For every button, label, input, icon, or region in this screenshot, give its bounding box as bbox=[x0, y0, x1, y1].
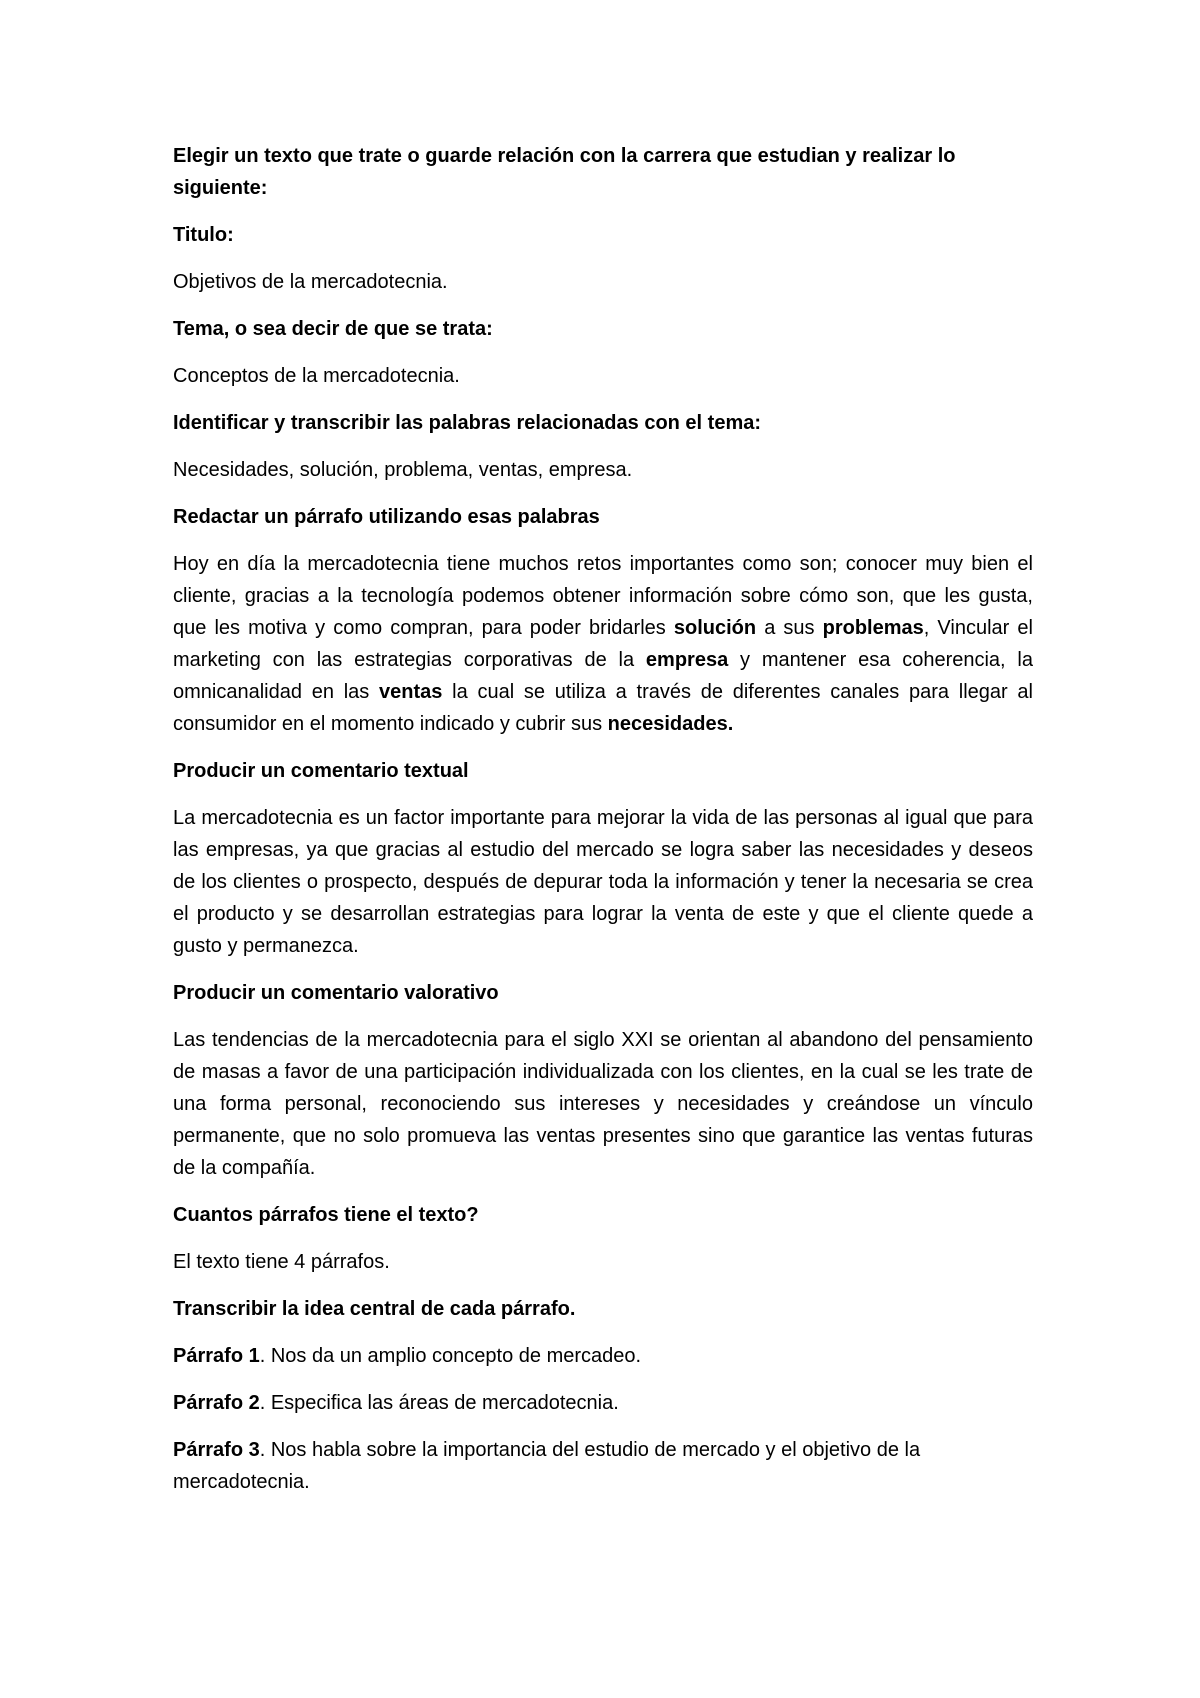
titulo-value: Objetivos de la mercadotecnia. bbox=[173, 271, 448, 293]
parrafo-2-item bbox=[173, 1387, 1033, 1419]
tema-value: Conceptos de la mercadotecnia. bbox=[173, 365, 460, 387]
parrafo-1-label: Párrafo 1 bbox=[173, 1345, 260, 1367]
comentario-valorativo-label: Producir un comentario valorativo bbox=[173, 982, 499, 1004]
comentario-textual-label: Producir un comentario textual bbox=[173, 760, 469, 782]
redactar-text: la cual se utiliza a través de diferentes canales para llegar al consumidor en el momento indicado y cubrir sus bbox=[173, 681, 1033, 735]
tema-label: Tema, o sea decir de que se trata: bbox=[173, 318, 493, 340]
redactar-text: Hoy en día la mercadotecnia tiene muchos retos importantes como son; conocer muy bien el cliente, gracias a la tecnología podemos obtener información sobre cómo son, que les gusta, que les motiva y como compran, para poder bridarles bbox=[173, 553, 1033, 639]
transcribir-label: Transcribir la idea central de cada párrafo. bbox=[173, 1298, 576, 1320]
keyword-empresa: empresa bbox=[645, 649, 729, 671]
parrafo-2-text: . Especifica las áreas de mercadotecnia. bbox=[259, 1392, 619, 1414]
titulo-label: Titulo: bbox=[173, 224, 234, 246]
parrafo-1-text: . Nos da un amplio concepto de mercadeo. bbox=[259, 1345, 642, 1367]
parrafo-3-item bbox=[173, 1434, 1033, 1498]
keyword-problemas: problemas bbox=[822, 617, 924, 639]
cuantos-label: Cuantos párrafos tiene el texto? bbox=[173, 1204, 479, 1226]
document-page bbox=[173, 140, 1033, 1513]
redactar-text: y mantener esa coherencia, la omnicanalidad en las bbox=[173, 649, 1033, 703]
redactar-text: , Vincular el marketing con las estrategias corporativas de la bbox=[173, 617, 1033, 671]
redactar-text: . bbox=[727, 713, 734, 735]
parrafo-3-text: . Nos habla sobre la importancia del estudio de mercado y el objetivo de la mercadotecnia. bbox=[173, 1439, 921, 1493]
keyword-solucion: solución bbox=[673, 617, 757, 639]
parrafo-3-label: Párrafo 3 bbox=[173, 1439, 260, 1461]
keyword-ventas: ventas bbox=[379, 681, 443, 703]
redactar-paragraph bbox=[173, 548, 1033, 740]
redactar-text: a sus bbox=[756, 617, 823, 639]
parrafo-2-label: Párrafo 2 bbox=[173, 1392, 260, 1414]
intro-heading: Elegir un texto que trate o guarde relación con la carrera que estudian y realizar lo siguiente: bbox=[173, 145, 956, 199]
parrafo-1-item bbox=[173, 1340, 1033, 1372]
redactar-label: Redactar un párrafo utilizando esas palabras bbox=[173, 506, 600, 528]
palabras-value: Necesidades, solución, problema, ventas, empresa. bbox=[173, 459, 633, 481]
keyword-necesidades: necesidades bbox=[607, 713, 728, 735]
comentario-valorativo-paragraph: Las tendencias de la mercadotecnia para el siglo XXI se orientan al abandono del pensamiento de masas a favor de una participación individualizada con los clientes, en la cual se les trate de una forma personal, reconociendo sus intereses y necesidades y creándose un vínculo permanente, que no solo promueva las ventas presentes sino que garantice las ventas futuras de la compañía. bbox=[173, 1029, 1033, 1179]
cuantos-value: El texto tiene 4 párrafos. bbox=[173, 1251, 390, 1273]
comentario-textual-paragraph: La mercadotecnia es un factor importante para mejorar la vida de las personas al igual que para las empresas, ya que gracias al estudio del mercado se logra saber las necesidades y deseos de los clientes o prospecto, después de depurar toda la información y tener la necesaria se crea el producto y se desarrollan estrategias para lograr la venta de este y que el cliente quede a gusto y permanezca. bbox=[173, 807, 1033, 957]
palabras-label: Identificar y transcribir las palabras relacionadas con el tema: bbox=[173, 412, 762, 434]
